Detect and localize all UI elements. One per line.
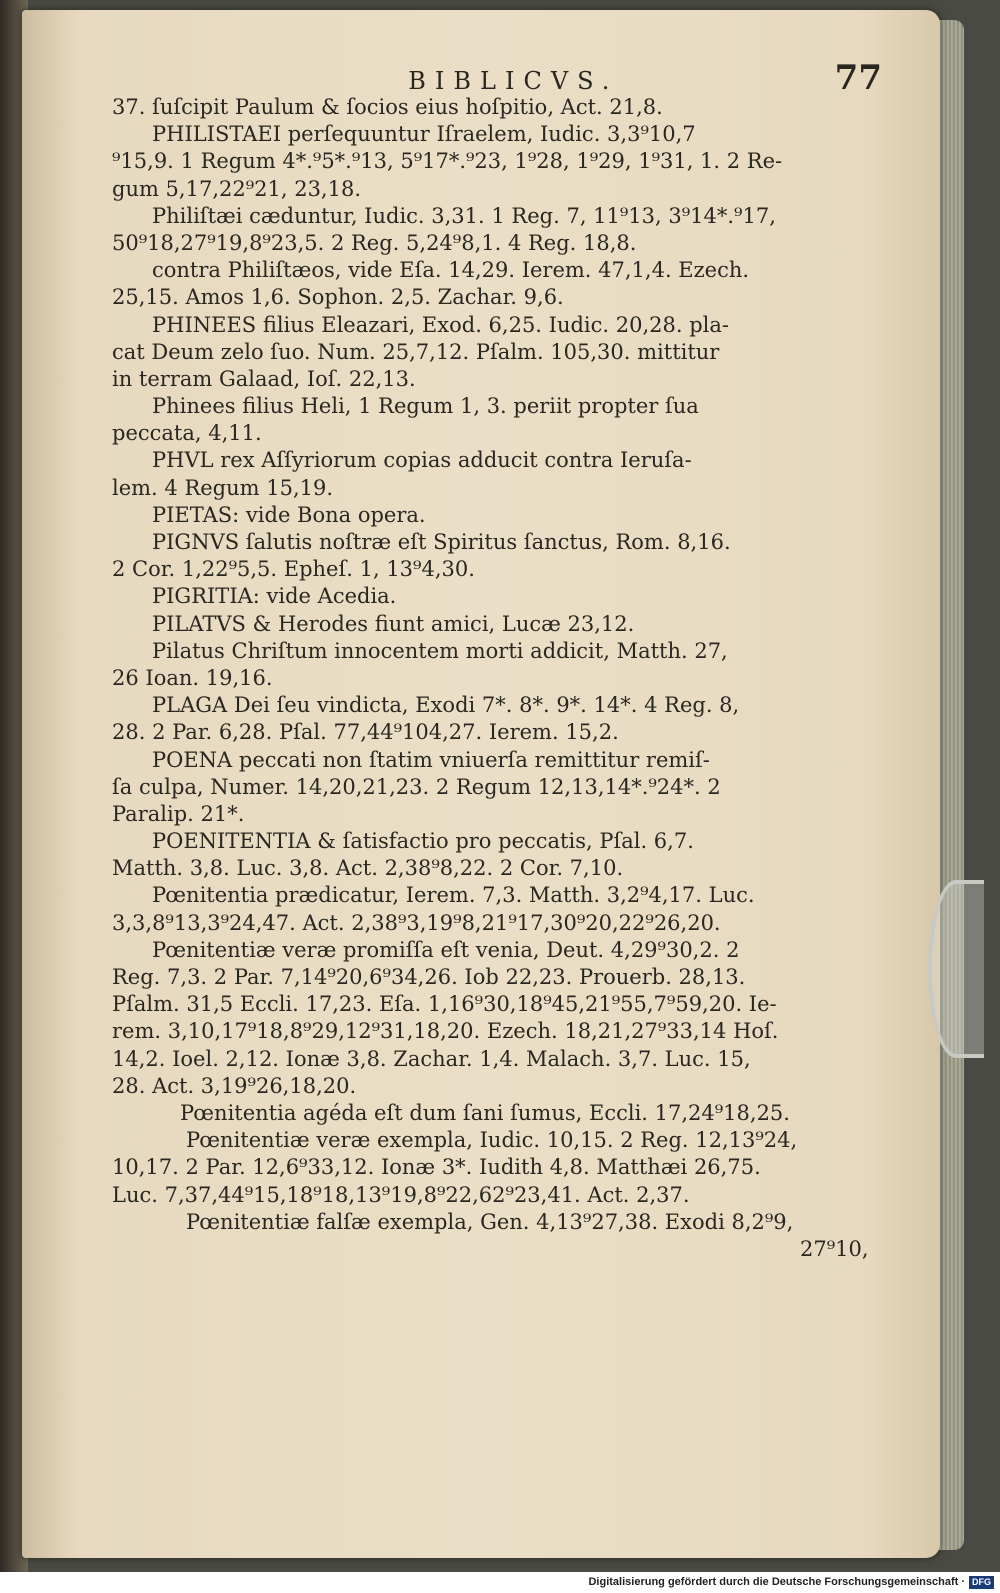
text-line: PHINEES filius Eleazari, Exod. 6,25. Iudic. 20,28. pla- <box>152 312 729 337</box>
text-line: Reg. 7,3. 2 Par. 7,14⁹20,6⁹34,26. Iob 22,23. Prouerb. 28,13. <box>112 965 746 989</box>
running-title: BIBLICVS. <box>408 67 619 95</box>
text-line: Pilatus Chriſtum innocentem morti addicit, Matth. 27, <box>152 638 728 663</box>
text-line: 50⁹18,27⁹19,8⁹23,5. 2 Reg. 5,24⁹8,1. 4 Reg. 18,8. <box>112 230 637 255</box>
text-line: 27⁹10, <box>800 1236 869 1261</box>
running-head <box>112 58 892 98</box>
text-line: Pœnitentia agéda eſt dum ſani ſumus, Eccli. 17,24⁹18,25. <box>180 1100 790 1125</box>
text-line: 37. ſuſcipit Paulum & ſocios eius hoſpitio, Act. 21,8. <box>112 95 663 119</box>
text-line: peccata, 4,11. <box>112 421 262 446</box>
text-line: ſa culpa, Numer. 14,20,21,23. 2 Regum 12,13,14*.⁹24*. 2 <box>112 774 721 799</box>
text-line: Pœnitentiæ falſæ exempla, Gen. 4,13⁹27,38. Exodi 8,2⁹9, <box>186 1209 794 1234</box>
page-number: 77 <box>834 58 882 98</box>
text-line: Philiſtæi cæduntur, Iudic. 3,31. 1 Reg. 7, 11⁹13, 3⁹14*.⁹17, <box>152 203 776 228</box>
text-line: PHVL rex Aſſyriorum copias adducit contra Ieruſa- <box>152 448 692 473</box>
text-line: Luc. 7,37,44⁹15,18⁹18,13⁹19,8⁹22,62⁹23,41. Act. 2,37. <box>112 1182 690 1207</box>
text-line: 28. Act. 3,19⁹26,18,20. <box>112 1073 357 1098</box>
index-entries <box>112 94 892 1263</box>
text-line: POENITENTIA & ſatisfactio pro peccatis, Pſal. 6,7. <box>152 829 694 854</box>
text-line: 14,2. Ioel. 2,12. Ionæ 3,8. Zachar. 1,4. Malach. 3,7. Luc. 15, <box>112 1046 751 1071</box>
dfg-logo: DFG <box>969 1576 994 1589</box>
text-line: lem. 4 Regum 15,19. <box>112 475 334 500</box>
text-line: Matth. 3,8. Luc. 3,8. Act. 2,38⁹8,22. 2 Cor. 7,10. <box>112 856 624 881</box>
text-line: PLAGA Dei ſeu vindicta, Exodi 7*. 8*. 9*. 14*. 4 Reg. 8, <box>152 693 740 718</box>
text-line: Pœnitentiæ veræ promiſſa eſt venia, Deut. 4,29⁹30,2. 2 <box>152 937 740 962</box>
text-line: 25,15. Amos 1,6. Sophon. 2,5. Zachar. 9,6. <box>112 285 564 310</box>
text-line: Pſalm. 31,5 Eccli. 17,23. Eſa. 1,16⁹30,18⁹45,21⁹55,7⁹59,20. Ie- <box>112 992 777 1017</box>
text-line: POENA peccati non ſtatim vniuerſa remittitur remiſ- <box>152 747 710 772</box>
text-line: PIGNVS ſalutis noſtræ eſt Spiritus ſanctus, Rom. 8,16. <box>152 530 731 554</box>
text-line: 26 Ioan. 19,16. <box>112 665 273 690</box>
text-line: 28. 2 Par. 6,28. Pſal. 77,44⁹104,27. Ierem. 15,2. <box>112 720 619 745</box>
text-line: 10,17. 2 Par. 12,6⁹33,12. Ionæ 3*. Iudith 4,8. Matthæi 26,75. <box>112 1155 761 1180</box>
text-line: gum 5,17,22⁹21, 23,18. <box>112 176 361 201</box>
text-line: Pœnitentia prædicatur, Ierem. 7,3. Matth. 3,2⁹4,17. Luc. <box>152 883 755 908</box>
text-line: Pœnitentiæ veræ exempla, Iudic. 10,15. 2 Reg. 12,13⁹24, <box>186 1128 798 1153</box>
text-line: contra Philiſtæos, vide Eſa. 14,29. Ierem. 47,1,4. Ezech. <box>152 258 750 283</box>
digitization-footer <box>0 1572 1000 1593</box>
text-line: rem. 3,10,17⁹18,8⁹29,12⁹31,18,20. Ezech. 18,21,27⁹33,14 Hoſ. <box>112 1019 779 1044</box>
text-line: PIETAS: vide Bona opera. <box>152 502 426 527</box>
text-line: ⁹15,9. 1 Regum 4*.⁹5*.⁹13, 5⁹17*.⁹23, 1⁹28, 1⁹29, 1⁹31, 1. 2 Re- <box>112 149 783 174</box>
page-text <box>112 58 892 1263</box>
text-line: in terram Galaad, Ioſ. 22,13. <box>112 366 416 391</box>
text-line: PIGRITIA: vide Acedia. <box>152 584 397 609</box>
text-line: Phinees filius Heli, 1 Regum 1, 3. periit propter ſua <box>152 394 699 419</box>
page-clip <box>928 880 984 1058</box>
funding-credit: Digitalisierung gefördert durch die Deutsche Forschungsgemeinschaft · <box>588 1576 965 1588</box>
page-edges <box>938 20 964 1550</box>
text-line: PILATVS & Herodes fiunt amici, Lucæ 23,12. <box>152 611 635 636</box>
text-line: 2 Cor. 1,22⁹5,5. Epheſ. 1, 13⁹4,30. <box>112 557 475 582</box>
text-line: PHILISTAEI perſequuntur Iſraelem, Iudic. 3,3⁹10,7 <box>152 122 696 147</box>
text-line: cat Deum zelo ſuo. Num. 25,7,12. Pſalm. 105,30. mittitur <box>112 339 720 364</box>
text-line: Paralip. 21*. <box>112 801 245 826</box>
text-line: 3,3,8⁹13,3⁹24,47. Act. 2,38⁹3,19⁹8,21⁹17,30⁹20,22⁹26,20. <box>112 910 721 935</box>
